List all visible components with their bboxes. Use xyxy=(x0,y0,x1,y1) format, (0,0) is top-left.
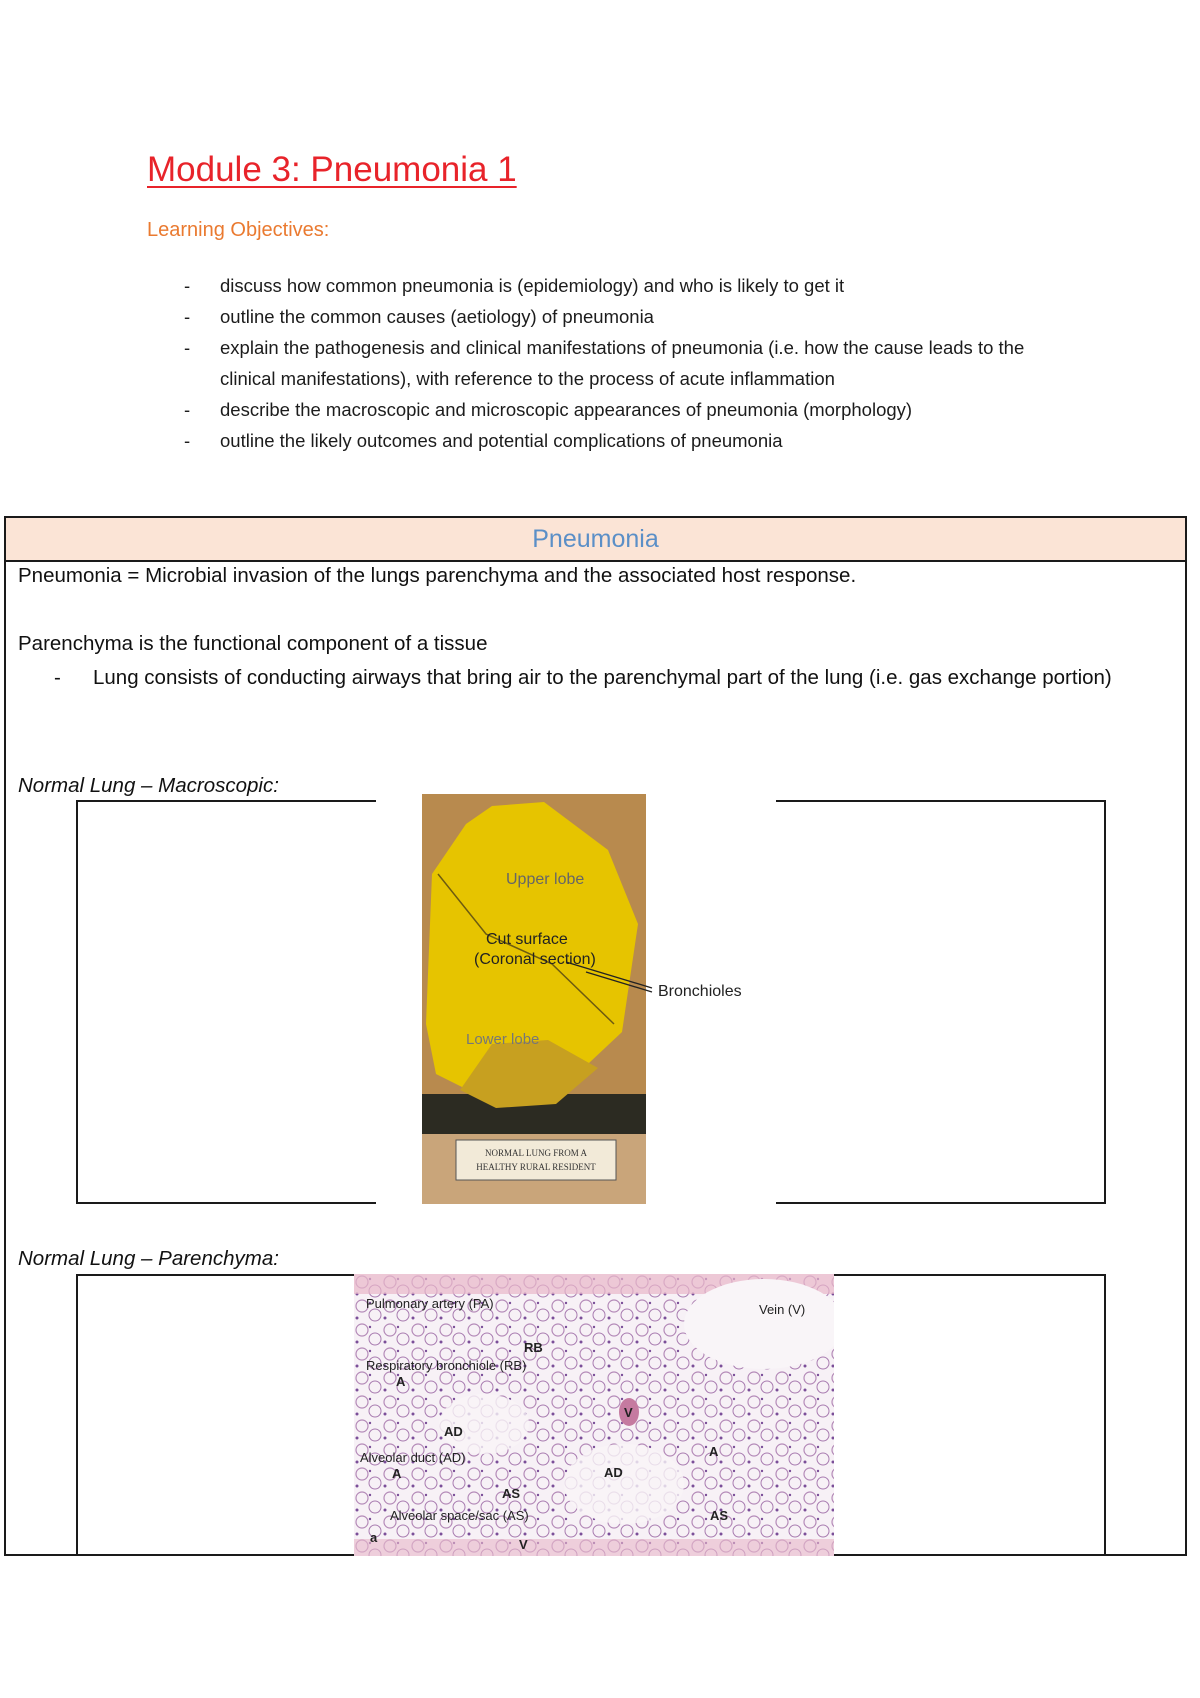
normal-lung-macroscopic-image xyxy=(376,774,776,1204)
alveolus-label: A xyxy=(396,1374,406,1389)
pneumonia-section xyxy=(4,516,1187,1556)
list-item: - explain the pathogenesis and clinical manifestations of pneumonia (i.e. how the cause leads to the clinical manifestations), with reference to the process of acute inflammation xyxy=(180,332,1080,394)
rb-abbr-label: RB xyxy=(524,1340,543,1355)
alveolus-label: A xyxy=(709,1444,719,1459)
learning-objectives-heading: Learning Objectives: xyxy=(147,219,330,241)
alveolus-label: A xyxy=(392,1466,402,1481)
vein-abbr-label: V xyxy=(519,1537,528,1552)
lung-airways-text: Lung consists of conducting airways that bring air to the parenchymal part of the lung (i.e. gas exchange portion) xyxy=(93,666,1112,689)
section-header: Pneumonia xyxy=(6,518,1185,562)
upper-lobe-label: Upper lobe xyxy=(506,871,585,888)
alveolar-duct-label: Alveolar duct (AD) xyxy=(360,1450,466,1465)
alveolar-duct-abbr-label: AD xyxy=(444,1424,463,1439)
parenchyma-caption: Normal Lung – Parenchyma: xyxy=(18,1247,279,1270)
pneumonia-definition: Pneumonia = Microbial invasion of the lungs parenchyma and the associated host response. xyxy=(18,564,857,587)
objectives-list xyxy=(180,270,1080,456)
page-title: Module 3: Pneumonia 1 xyxy=(147,150,517,189)
lung-parenchyma-micrograph xyxy=(354,1274,834,1556)
plaque-line-1: NORMAL LUNG FROM A xyxy=(485,1148,587,1158)
alveolar-sac-abbr-label: AS xyxy=(710,1508,729,1523)
alveolus-small-label: a xyxy=(370,1530,378,1545)
alveolar-sac-abbr-label: AS xyxy=(502,1486,521,1501)
respiratory-bronchiole-label: Respiratory bronchiole (RB) xyxy=(366,1358,527,1373)
list-item: - outline the likely outcomes and potential complications of pneumonia xyxy=(180,425,1080,456)
coronal-section-label: (Coronal section) xyxy=(474,951,596,968)
cut-surface-label: Cut surface xyxy=(486,931,568,948)
lower-lobe-label: Lower lobe xyxy=(466,1031,540,1048)
plaque-line-2: HEALTHY RURAL RESIDENT xyxy=(476,1162,596,1172)
bullet-dash: - xyxy=(54,666,61,689)
alveolar-space-label: Alveolar space/sac (AS) xyxy=(390,1508,529,1523)
pulmonary-artery-label: Pulmonary artery (PA) xyxy=(366,1296,494,1311)
macro-caption: Normal Lung – Macroscopic: xyxy=(18,774,279,797)
parenchyma-definition: Parenchyma is the functional component of a tissue xyxy=(18,632,488,655)
list-item: - outline the common causes (aetiology) of pneumonia xyxy=(180,301,1080,332)
list-item: - describe the macroscopic and microscopic appearances of pneumonia (morphology) xyxy=(180,394,1080,425)
alveolar-duct-abbr-label: AD xyxy=(604,1465,623,1480)
vein-label: Vein (V) xyxy=(759,1302,806,1317)
bronchioles-label: Bronchioles xyxy=(658,983,742,1000)
vein-abbr-label: V xyxy=(624,1405,633,1420)
list-item: - discuss how common pneumonia is (epidemiology) and who is likely to get it xyxy=(180,270,1080,301)
